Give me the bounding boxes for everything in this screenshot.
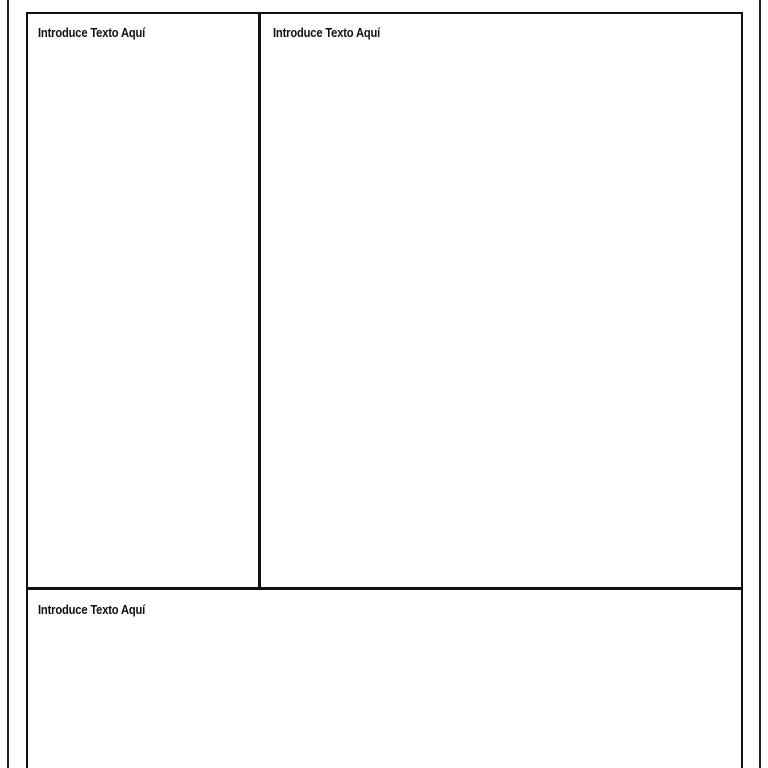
page-edge-left [7, 0, 9, 768]
page-edge-right [759, 0, 761, 768]
panel-top-left-text[interactable]: Introduce Texto Aquí [38, 25, 146, 40]
panel-divider-horizontal [26, 587, 743, 590]
panel-bottom-text[interactable]: Introduce Texto Aquí [38, 602, 146, 617]
panel-divider-vertical [258, 12, 261, 590]
panel-top-right-text[interactable]: Introduce Texto Aquí [273, 25, 381, 40]
panel-frame [26, 12, 743, 768]
